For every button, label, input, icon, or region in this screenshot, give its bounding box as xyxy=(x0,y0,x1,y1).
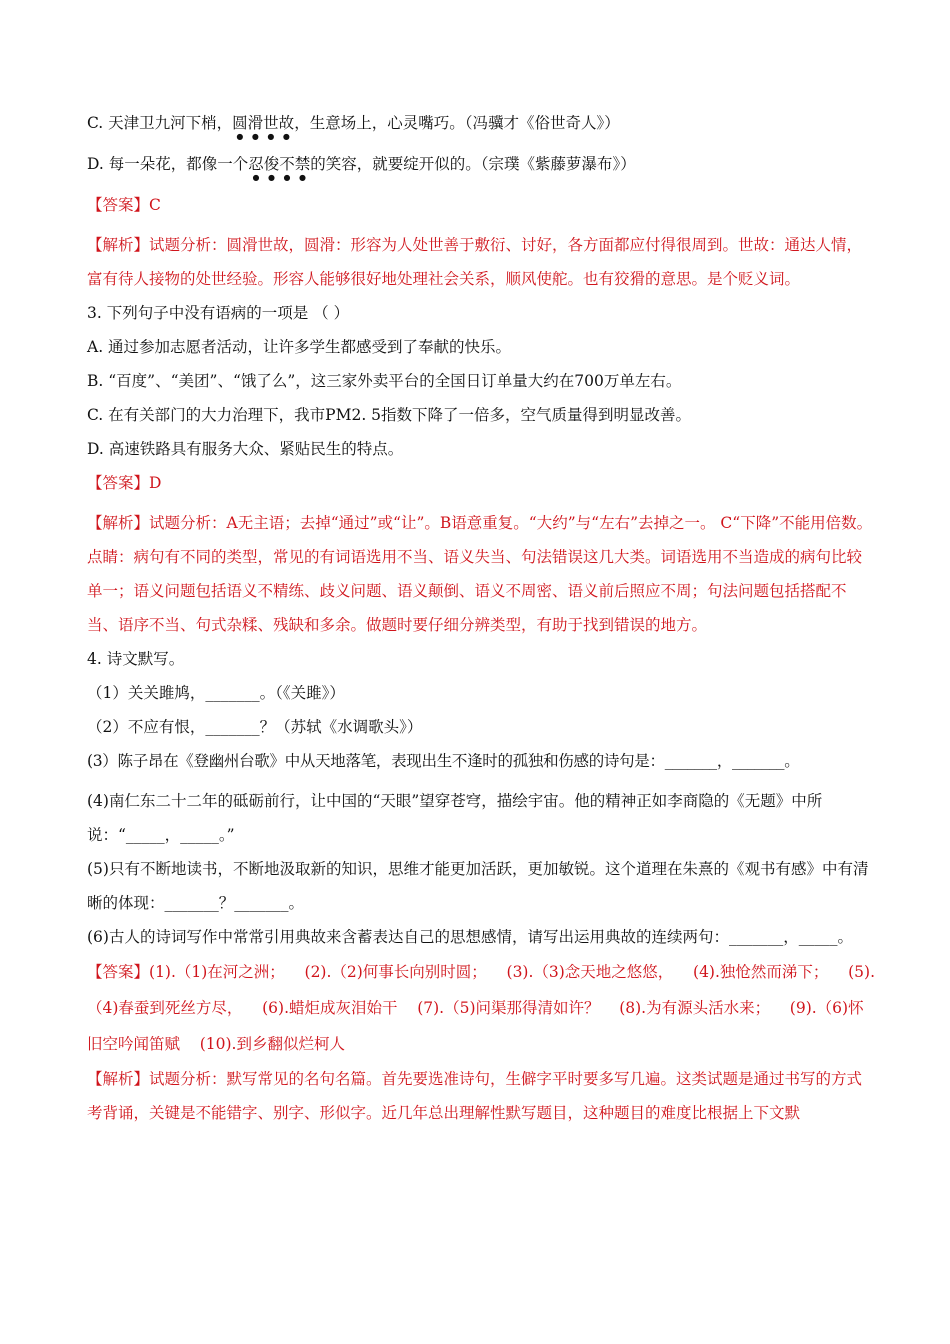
q3-stem: 3. 下列句子中没有语病的一项是 （ ） xyxy=(87,304,350,322)
answer-tag: 【答案】 xyxy=(87,963,150,981)
analysis-tag: 【解析】 xyxy=(87,236,150,254)
q3-option-a: A. 通过参加志愿者活动，让许多学生都感受到了奉献的快乐。 xyxy=(87,338,512,356)
q4-sub-4: (4)南仁东二十二年的砥砺前行，让中国的“天眼”望穿苍穹，描绘宇宙。他的精神正如李商隐的《无题》中所说：“_____，_____。” xyxy=(87,792,823,844)
answer-value: D xyxy=(149,474,162,492)
q3-analysis xyxy=(87,506,877,540)
q4-stem: 4. 诗文默写。 xyxy=(87,650,185,668)
q3-option-d: D. 高速铁路具有服务大众、紧贴民生的特点。 xyxy=(87,440,404,458)
answer-tag: 【答案】 xyxy=(87,196,150,214)
q3-tip: 点睛：病句有不同的类型，常见的有词语选用不当、语义失当、句法错误这几大类。词语选用不当造成的病句比较单一；语义问题包括语义不精练、歧义问题、语义颠倒、语义不周密、语义前后照应不周；句法问题包括搭配不当、语序不当、句式杂糅、残缺和多余。做题时要仔细分辨类型，有助于找到错误的地方。 xyxy=(87,548,863,634)
q4-sub-1: （1）关关雎鸠，_______。（《关雎》） xyxy=(87,684,345,702)
q4-sub-5: (5)只有不断地读书，不断地汲取新的知识，思维才能更加活跃，更加敏锐。这个道理在朱熹的《观书有感》中有清晰的体现：_______？_______。 xyxy=(87,860,869,912)
analysis-tag: 【解析】 xyxy=(87,1070,150,1088)
q2-analysis xyxy=(87,228,877,296)
q4-sub-2: （2）不应有恨，_______？（苏轼《水调歌头》） xyxy=(87,718,423,736)
q4-sub-3: (3）陈子昂在《登幽州台歌》中从天地落笔，表现出生不逢时的孤独和伤感的诗句是：_______，_______。 xyxy=(87,752,800,770)
q2-option-c: C. 天津卫九河下梢，圆滑世故，生意场上，心灵嘴巧。（冯骥才《俗世奇人》） xyxy=(87,114,620,132)
q4-sub-6: (6)古人的诗词写作中常常引用典故来含蓄表达自己的思想感情，请写出运用典故的连续两句：_______，_____。 xyxy=(87,928,853,946)
q3-option-b: B. “百度”、“美团”、“饿了么”，这三家外卖平台的全国日订单量大约在700万单左右。 xyxy=(87,372,682,390)
answer-tag: 【答案】 xyxy=(87,474,150,492)
q3-answer xyxy=(87,472,877,494)
answer-list: (1).（1)在河之洲； (2).（2)何事长向别时圆； (3).（3)念天地之悠悠， (4).独怆然而涕下； (5).（4)春蚕到死丝方尽， (6).蜡炬成灰泪始干 (7).（5)问渠那得清如许？ (8).为有源头活水来； (9).（6)怀旧空吟闻笛赋 (10).到乡翻似烂柯人 xyxy=(87,963,875,1053)
q3-option-c: C. 在有关部门的大力治理下，我市PM2. 5指数下降了一倍多，空气质量得到明显改善。 xyxy=(87,406,692,424)
q2-option-d: D. 每一朵花，都像一个忍俊不禁的笑容，就要绽开似的。（宗璞《紫藤萝瀑布》） xyxy=(87,155,636,173)
q4-answer xyxy=(87,954,877,1062)
emphasized-word: 圆滑世故 xyxy=(232,114,295,132)
q4-analysis xyxy=(87,1062,877,1130)
q2-answer xyxy=(87,194,877,216)
analysis-tag: 【解析】 xyxy=(87,514,150,532)
analysis-text: 试题分析：圆滑世故，圆滑：形容为人处世善于敷衍、讨好，各方面都应付得很周到。世故：通达人情，富有待人接物的处世经验。形容人能够很好地处理社会关系，顺风使舵。也有狡猾的意思。是个贬义词。 xyxy=(87,236,863,288)
emphasized-word: 忍俊不禁 xyxy=(248,155,311,173)
answer-value: C xyxy=(149,196,161,214)
analysis-text: 试题分析：A无主语；去掉“通过”或“让”。B语意重复。“大约”与“左右”去掉之一。 C“下降”不能用倍数。 xyxy=(149,514,873,532)
analysis-text: 试题分析：默写常见的名句名篇。首先要选准诗句，生僻字平时要多写几遍。这类试题是通过书写的方式考背诵，关键是不能错字、别字、形似字。近几年总出理解性默写题目，这种题目的难度比根据上下文默 xyxy=(87,1070,863,1122)
document-page xyxy=(87,112,877,1130)
